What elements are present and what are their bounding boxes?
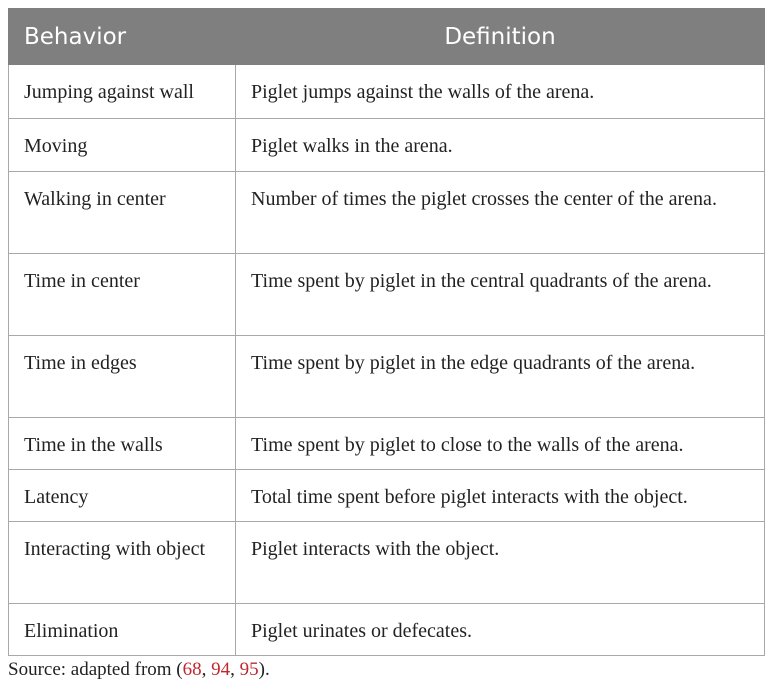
behavior-cell: Time in edges — [9, 336, 236, 418]
behavior-cell: Time in center — [9, 254, 236, 336]
table-row — [9, 604, 765, 656]
behavior-cell: Walking in center — [9, 172, 236, 254]
table-row — [9, 65, 765, 119]
table-row — [9, 522, 765, 604]
header-behavior: Behavior — [9, 9, 236, 65]
behavior-cell: Time in the walls — [9, 418, 236, 470]
reference-link-68[interactable]: 68 — [182, 659, 202, 680]
definition-cell: Time spent by piglet to close to the walls of the arena. — [236, 418, 765, 470]
table-row — [9, 254, 765, 336]
behavior-cell: Interacting with object — [9, 522, 236, 604]
definition-cell: Piglet interacts with the object. — [236, 522, 765, 604]
table-row — [9, 172, 765, 254]
definition-cell: Piglet walks in the arena. — [236, 119, 765, 172]
table-header-row — [9, 9, 765, 65]
behavior-table-container — [8, 8, 764, 656]
table-row — [9, 418, 765, 470]
definition-cell: Piglet jumps against the walls of the arena. — [236, 65, 765, 119]
definition-cell: Time spent by piglet in the central quadrants of the arena. — [236, 254, 765, 336]
behavior-cell: Latency — [9, 470, 236, 522]
definition-cell: Total time spent before piglet interacts with the object. — [236, 470, 765, 522]
header-definition: Definition — [236, 9, 765, 65]
definition-cell: Time spent by piglet in the edge quadrants of the arena. — [236, 336, 765, 418]
behavior-cell: Moving — [9, 119, 236, 172]
behavior-cell: Jumping against wall — [9, 65, 236, 119]
reference-link-95[interactable]: 95 — [239, 659, 259, 680]
table-row — [9, 336, 765, 418]
reference-link-94[interactable]: 94 — [211, 659, 231, 680]
behavior-cell: Elimination — [9, 604, 236, 656]
behavior-table — [8, 8, 765, 656]
table-row — [9, 119, 765, 172]
source-suffix: ). — [258, 659, 270, 680]
definition-cell: Number of times the piglet crosses the center of the arena. — [236, 172, 765, 254]
table-row — [9, 470, 765, 522]
source-separator: , — [230, 659, 240, 680]
source-prefix: Source: adapted from ( — [8, 659, 183, 680]
definition-cell: Piglet urinates or defecates. — [236, 604, 765, 656]
source-separator: , — [201, 659, 212, 680]
source-note — [8, 659, 270, 681]
